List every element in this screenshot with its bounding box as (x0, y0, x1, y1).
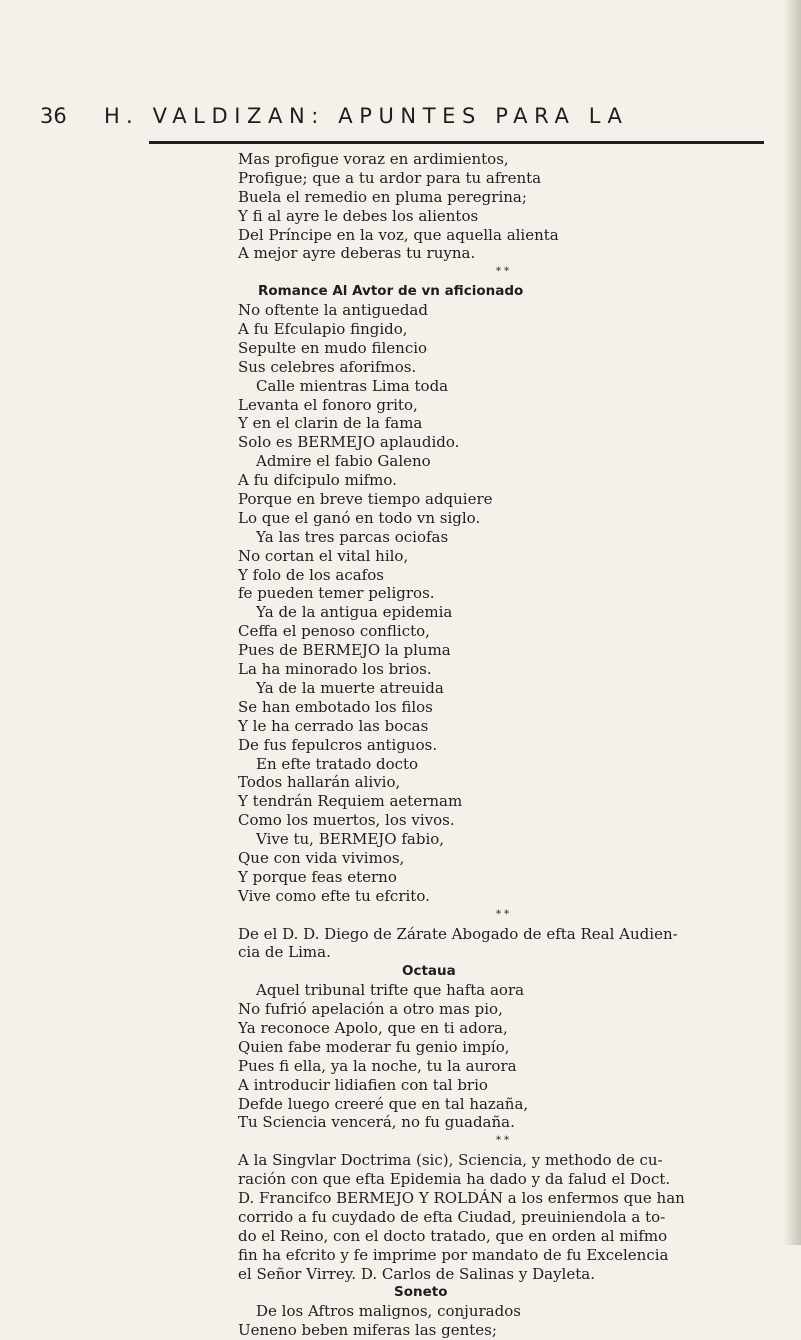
verse-line: A introducir lidiafien con tal brio (238, 1075, 488, 1094)
prose-line: do el Reino, con el docto tratado, que en orden al mifmo (238, 1226, 668, 1245)
verse-line: Lo que el ganó en todo vn siglo. (238, 508, 481, 527)
verse-line: Calle mientras Lima toda (256, 376, 449, 395)
prose-line: ración con que efta Epidemia ha dado y da falud el Doct. (238, 1170, 671, 1189)
romance-title: Romance Al Avtor de vn aficionado (258, 283, 524, 300)
verse-line: Defde luego creeré que en tal hazaña, (238, 1094, 529, 1113)
verse-line: Pues fi ella, ya la noche, tu la aurora (238, 1056, 517, 1075)
verse-line: Y porque feas eterno (238, 867, 397, 886)
verse-line: Ya reconoce Apolo, que en ti adora, (238, 1018, 508, 1037)
verse-line: Y tendrán Requiem aeternam (238, 792, 463, 811)
verse-line: Se han embotado los filos (238, 697, 433, 716)
verse-line: Ueneno beben miferas las gentes; (238, 1321, 497, 1340)
romance-poem (238, 301, 801, 906)
verse-line: Porque en breve tiempo adquiere (238, 490, 493, 509)
running-title: H. VALDIZAN: APUNTES PARA LA (104, 104, 629, 128)
page-header (40, 104, 800, 134)
verse-line: Quien fabe moderar fu genio impío, (238, 1037, 510, 1056)
verse-line: Mas profigue voraz en ardimientos, (238, 150, 509, 168)
verse-line: Pues de BERMEJO la pluma (238, 641, 451, 660)
opening-stanza (238, 150, 801, 263)
verse-line: Y fi al ayre le debes los alientos (238, 206, 479, 225)
verse-line: Todos hallarán alivio, (238, 773, 401, 792)
section-separator: * * (496, 908, 510, 920)
verse-line: Aquel tribunal trifte que hafta aora (256, 981, 525, 1000)
verse-line: Del Príncipe en la voz, que aquella alienta (238, 225, 559, 244)
verse-line: Sepulte en mudo filencio (238, 338, 428, 357)
verse-line: Profigue; que a tu ardor para tu afrenta (238, 168, 542, 187)
verse-line: Sus celebres aforifmos. (238, 357, 417, 376)
verse-line: Y le ha cerrado las bocas (238, 716, 429, 735)
verse-line: No fufrió apelación a otro mas pio, (238, 1000, 503, 1019)
verse-line: A fu Efculapio fingido, (238, 320, 408, 339)
attribution (238, 925, 801, 963)
verse-line: Buela el remedio en pluma peregrina; (238, 187, 527, 206)
page-number: 36 (40, 104, 67, 128)
verse-line: Ya de la antigua epidemia (256, 603, 453, 622)
verse-line: Y en el clarin de la fama (238, 414, 423, 433)
verse-line: De los Aftros malignos, conjurados (256, 1302, 521, 1321)
prose-line: De el D. D. Diego de Zárate Abogado de efta Real Audien- (238, 924, 678, 943)
octaua-poem (238, 981, 801, 1132)
verse-line: No oftente la antiguedad (238, 301, 428, 320)
header-rule (149, 141, 764, 144)
verse-line: A mejor ayre deberas tu ruyna. (238, 244, 476, 263)
verse-line: Tu Sciencia vencerá, no fu guadaña. (238, 1113, 515, 1132)
prose-line: fin ha efcrito y fe imprime por mandato de fu Excelencia (238, 1245, 669, 1264)
verse-line: A fu difcipulo mifmo. (238, 471, 397, 490)
verse-line: Como los muertos, los vivos. (238, 811, 455, 830)
verse-line: Levanta el fonoro grito, (238, 395, 418, 414)
verse-line: Ya las tres parcas ociofas (256, 527, 449, 546)
prose-line: D. Francifco BERMEJO Y ROLDÁN a los enfermos que han (238, 1188, 685, 1207)
prose-line: cia de Lima. (238, 943, 331, 962)
soneto-poem (238, 1302, 801, 1340)
verse-line: fe pueden temer peligros. (238, 584, 435, 603)
verse-line: Ceffa el penoso conflicto, (238, 622, 430, 641)
verse-line: Y folo de los acafos (238, 565, 384, 584)
verse-line: Admire el fabio Galeno (256, 452, 431, 471)
dedication (238, 1151, 801, 1283)
verse-line: En efte tratado docto (256, 754, 419, 773)
page-body (238, 150, 801, 1340)
section-separator: * * (496, 266, 510, 278)
prose-line: el Señor Virrey. D. Carlos de Salinas y Dayleta. (238, 1264, 595, 1283)
verse-line: Vive como efte tu efcrito. (238, 886, 430, 905)
verse-line: De fus fepulcros antiguos. (238, 735, 438, 754)
verse-line: Solo es BERMEJO aplaudido. (238, 433, 460, 452)
prose-line: A la Singvlar Doctrima (sic), Sciencia, y methodo de cu- (238, 1151, 663, 1170)
verse-line: Vive tu, BERMEJO fabio, (256, 830, 445, 849)
verse-line: No cortan el vital hilo, (238, 546, 409, 565)
octaua-title: Octaua (402, 963, 456, 980)
section-separator: * * (496, 1135, 510, 1147)
verse-line: Que con vida vivimos, (238, 848, 405, 867)
prose-line: corrido a fu cuydado de efta Ciudad, preuiniendola a to- (238, 1207, 666, 1226)
verse-line: La ha minorado los brios. (238, 660, 432, 679)
soneto-title: Soneto (394, 1284, 448, 1301)
verse-line: Ya de la muerte atreuida (256, 678, 444, 697)
